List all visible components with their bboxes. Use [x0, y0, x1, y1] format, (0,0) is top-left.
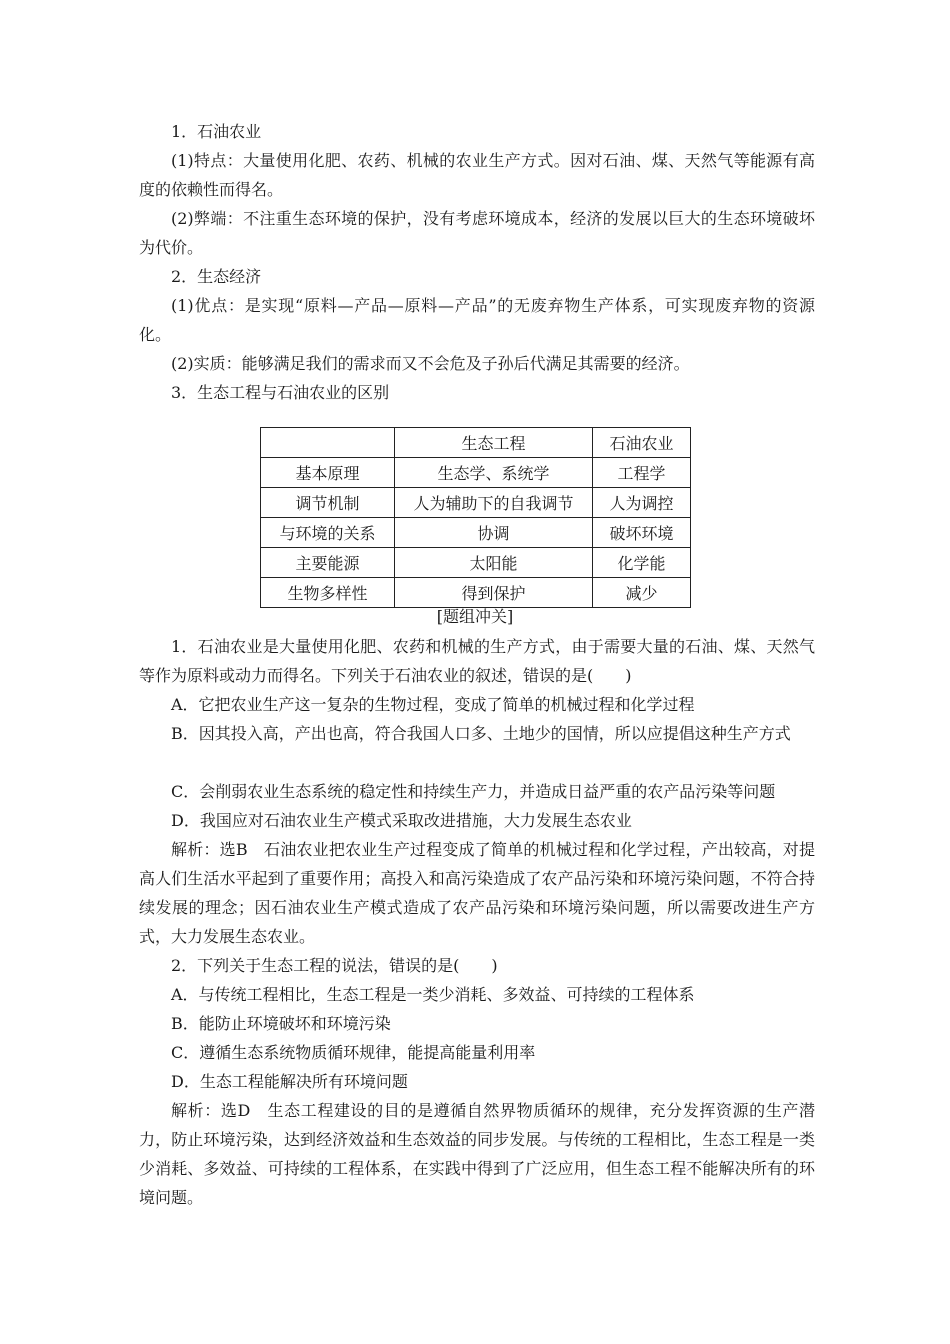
question-1-option-c: C．会削弱农业生态系统的稳定性和持续生产力，并造成日益严重的农产品污染等问题: [171, 782, 776, 801]
heading-ecological-economy: 2．生态经济: [171, 267, 262, 286]
table-cell: 基本原理: [261, 458, 395, 488]
table-cell: 得到保护: [395, 578, 593, 608]
heading-comparison: 3．生态工程与石油农业的区别: [171, 383, 390, 402]
table-header-row: [261, 428, 691, 458]
heading-petroleum-agriculture: 1．石油农业: [171, 122, 262, 141]
question-2-option-c: C．遵循生态系统物质循环规律，能提高能量利用率: [171, 1043, 536, 1062]
table-cell: 破坏环境: [593, 518, 691, 548]
table-header-cell: 石油农业: [593, 428, 691, 458]
comparison-table: [260, 427, 691, 608]
question-1-option-b: B．因其投入高，产出也高，符合我国人口多、土地少的国情，所以应提倡这种生产方式: [171, 724, 791, 743]
question-1-stem: 1．石油农业是大量使用化肥、农药和机械的生产方式，由于需要大量的石油、煤、天然气等作为原料或动力而得名。下列关于石油农业的叙述，错误的是( ): [139, 637, 815, 685]
question-1-option-a: A．它把农业生产这一复杂的生物过程，变成了简单的机械过程和化学过程: [171, 695, 695, 714]
section-caption: [题组冲关]: [436, 607, 514, 626]
table-cell: 调节机制: [261, 488, 395, 518]
table-cell: 人为辅助下的自我调节: [395, 488, 593, 518]
table-cell: 化学能: [593, 548, 691, 578]
table-row: [261, 458, 691, 488]
table-cell: 工程学: [593, 458, 691, 488]
table-row: [261, 488, 691, 518]
table-row: [261, 518, 691, 548]
table-row: [261, 578, 691, 608]
table-cell: 主要能源: [261, 548, 395, 578]
table-cell: 生物多样性: [261, 578, 395, 608]
table-header-cell: 生态工程: [395, 428, 593, 458]
table-cell: 与环境的关系: [261, 518, 395, 548]
table-header-cell: [261, 428, 395, 458]
table-row: [261, 548, 691, 578]
question-2-analysis: 解析：选D 生态工程建设的目的是遵循自然界物质循环的规律，充分发挥资源的生产潜力，防止环境污染，达到经济效益和生态效益的同步发展。与传统的工程相比，生态工程是一类少消耗、多效益、可持续的工程体系，在实践中得到了广泛应用，但生态工程不能解决所有的环境问题。: [139, 1101, 815, 1207]
question-2-stem: 2．下列关于生态工程的说法，错误的是( ): [171, 956, 498, 975]
question-1-analysis: 解析：选B 石油农业把农业生产过程变成了简单的机械过程和化学过程，产出较高，对提高人们生活水平起到了重要作用；高投入和高污染造成了农产品污染和环境污染问题，不符合持续发展的理念；因石油农业生产模式造成了农产品污染和环境污染问题，所以需要改进生产方式，大力发展生态农业。: [139, 840, 815, 946]
paragraph-features: (1)特点：大量使用化肥、农药、机械的农业生产方式。因对石油、煤、天然气等能源有高度的依赖性而得名。: [139, 151, 815, 199]
table-cell: 协调: [395, 518, 593, 548]
table-cell: 太阳能: [395, 548, 593, 578]
paragraph-essence: (2)实质：能够满足我们的需求而又不会危及子孙后代满足其需要的经济。: [171, 354, 690, 373]
question-1-option-d: D．我国应对石油农业生产模式采取改进措施，大力发展生态农业: [171, 811, 632, 830]
question-2-option-a: A．与传统工程相比，生态工程是一类少消耗、多效益、可持续的工程体系: [171, 985, 695, 1004]
table-cell: 人为调控: [593, 488, 691, 518]
question-2-option-d: D．生态工程能解决所有环境问题: [171, 1072, 408, 1091]
table-cell: 生态学、系统学: [395, 458, 593, 488]
table-cell: 减少: [593, 578, 691, 608]
question-2-option-b: B．能防止环境破坏和环境污染: [171, 1014, 391, 1033]
paragraph-advantages: (1)优点：是实现“原料—产品—原料—产品”的无废弃物生产体系，可实现废弃物的资源化。: [139, 296, 815, 344]
paragraph-drawbacks: (2)弊端：不注重生态环境的保护，没有考虑环境成本，经济的发展以巨大的生态环境破坏为代价。: [139, 209, 815, 257]
